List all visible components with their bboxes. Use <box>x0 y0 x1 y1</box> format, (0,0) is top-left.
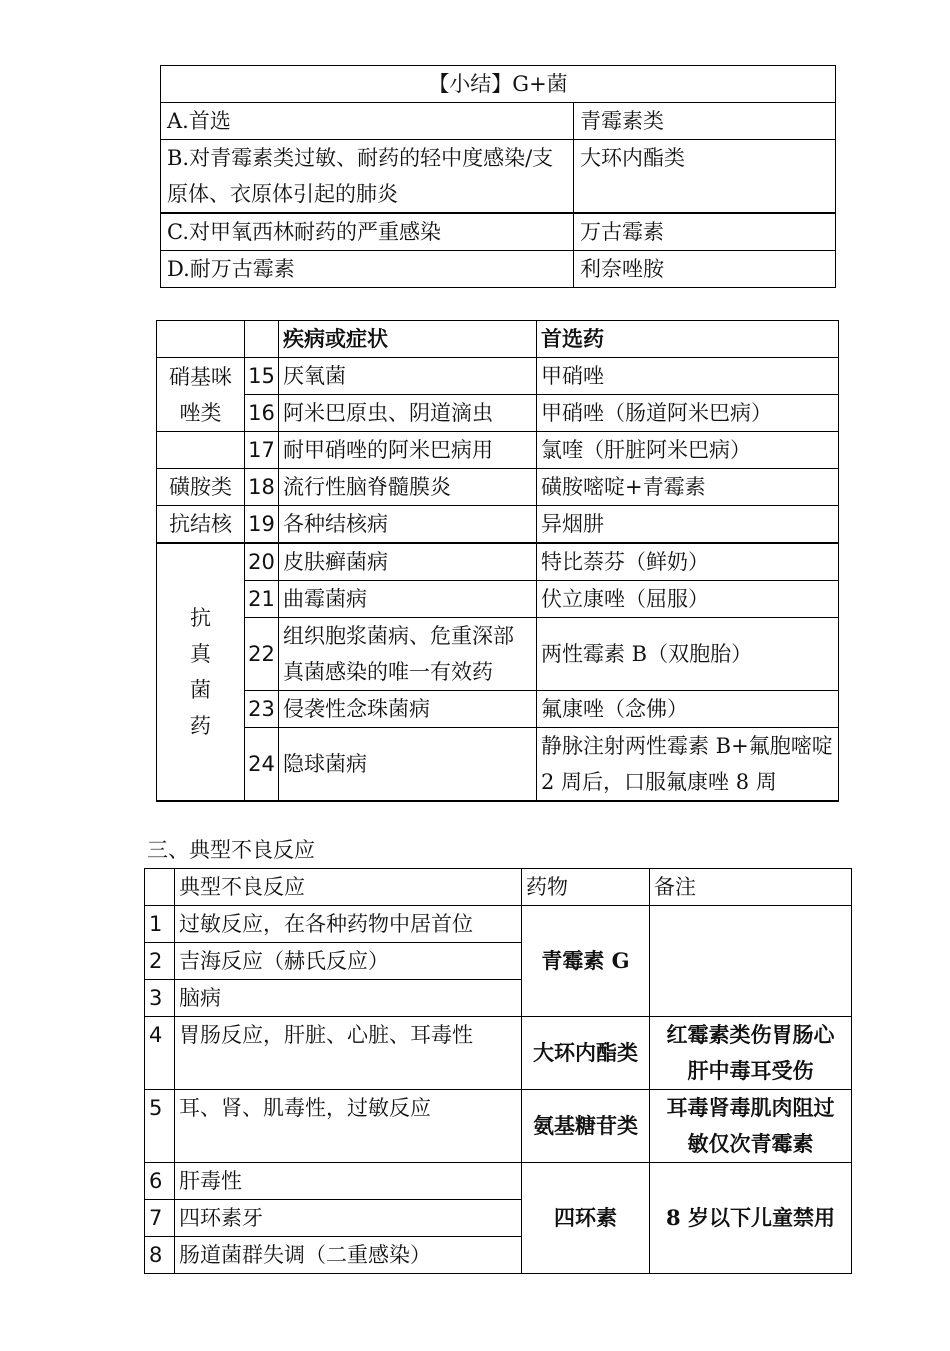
summary-title: 【小结】G+菌 <box>161 66 836 103</box>
group-sulfa: 磺胺类 <box>157 469 245 506</box>
row-drug: 氟康唑（念佛） <box>537 691 839 728</box>
drug-tetracycline: 四环素 <box>522 1163 650 1274</box>
row-disease: 隐球菌病 <box>279 728 537 802</box>
note-tetracycline: 8 岁以下儿童禁用 <box>650 1163 852 1274</box>
empty-cell <box>650 906 852 1017</box>
adverse-row <box>145 906 852 943</box>
summary-drug: 万古霉素 <box>574 213 836 251</box>
row-index: 5 <box>145 1090 175 1163</box>
row-disease: 曲霉菌病 <box>279 581 537 618</box>
summary-label: A.首选 <box>161 103 574 140</box>
drug-macrolide: 大环内酯类 <box>522 1017 650 1090</box>
row-number: 22 <box>245 618 279 691</box>
adverse-row <box>145 1163 852 1200</box>
row-index: 2 <box>145 943 175 980</box>
row-number: 21 <box>245 581 279 618</box>
row-index: 1 <box>145 906 175 943</box>
row-reaction: 耳、肾、肌毒性，过敏反应 <box>175 1090 522 1163</box>
drug-header-row <box>157 321 839 358</box>
note-macrolide-text: 红霉素类伤胃肠心肝中毒耳受伤 <box>666 1022 835 1083</box>
summary-table <box>160 65 836 288</box>
summary-row <box>161 140 836 214</box>
summary-label: C.对甲氧西林耐药的严重感染 <box>161 213 574 251</box>
row-drug: 甲硝唑 <box>537 358 839 395</box>
summary-row <box>161 103 836 140</box>
row-reaction: 肝毒性 <box>175 1163 522 1200</box>
drug-row <box>157 506 839 544</box>
row-disease: 阿米巴原虫、阴道滴虫 <box>279 395 537 432</box>
row-drug: 特比萘芬（鲜奶） <box>537 543 839 581</box>
row-reaction: 脑病 <box>175 980 522 1017</box>
adverse-header-row <box>145 869 852 906</box>
group-fungal-label: 抗真菌药 <box>190 606 211 738</box>
row-disease: 耐甲硝唑的阿米巴病用 <box>279 432 537 469</box>
row-disease: 组织胞浆菌病、危重深部真菌感染的唯一有效药 <box>279 618 537 691</box>
drug-row <box>157 581 839 618</box>
row-drug: 异烟肼 <box>537 506 839 544</box>
note-aminoglycoside <box>650 1090 852 1163</box>
row-drug: 伏立康唑（屈服） <box>537 581 839 618</box>
header-drug: 药物 <box>522 869 650 906</box>
drug-row <box>157 618 839 691</box>
adverse-row <box>145 1017 852 1090</box>
row-reaction: 过敏反应，在各种药物中居首位 <box>175 906 522 943</box>
header-note: 备注 <box>650 869 852 906</box>
row-number: 20 <box>245 543 279 581</box>
summary-row <box>161 213 836 251</box>
group-fungal <box>157 543 245 801</box>
header-reaction: 典型不良反应 <box>175 869 522 906</box>
adverse-row <box>145 1090 852 1163</box>
header-disease: 疾病或症状 <box>279 321 537 358</box>
row-reaction: 吉海反应（赫氏反应） <box>175 943 522 980</box>
drug-row <box>157 432 839 469</box>
note-aminoglycoside-text: 耳毒肾毒肌肉阻过敏仅次青霉素 <box>666 1095 835 1156</box>
row-number: 17 <box>245 432 279 469</box>
empty-cell <box>157 321 245 358</box>
summary-title-row <box>161 66 836 103</box>
row-index: 7 <box>145 1200 175 1237</box>
row-drug: 氯喹（肝脏阿米巴病） <box>537 432 839 469</box>
drug-row <box>157 543 839 581</box>
row-disease: 厌氧菌 <box>279 358 537 395</box>
row-reaction: 四环素牙 <box>175 1200 522 1237</box>
row-reaction: 胃肠反应，肝脏、心脏、耳毒性 <box>175 1017 522 1090</box>
row-index: 4 <box>145 1017 175 1090</box>
drug-row <box>157 469 839 506</box>
drug-row <box>157 395 839 432</box>
row-drug: 静脉注射两性霉素 B+氟胞嘧啶 2 周后，口服氟康唑 8 周 <box>537 728 839 802</box>
drug-table <box>156 320 839 802</box>
drug-row <box>157 728 839 802</box>
adverse-table <box>144 868 852 1274</box>
row-number: 15 <box>245 358 279 395</box>
summary-label: B.对青霉素类过敏、耐药的轻中度感染/支原体、衣原体引起的肺炎 <box>161 140 574 214</box>
row-disease: 流行性脑脊髓膜炎 <box>279 469 537 506</box>
row-number: 23 <box>245 691 279 728</box>
summary-label: D.耐万古霉素 <box>161 251 574 288</box>
drug-row <box>157 358 839 395</box>
header-drug: 首选药 <box>537 321 839 358</box>
row-drug: 两性霉素 B（双胞胎） <box>537 618 839 691</box>
row-number: 24 <box>245 728 279 802</box>
drug-penicillin: 青霉素 G <box>522 906 650 1017</box>
group-nitro: 硝基咪唑类 <box>157 358 245 432</box>
drug-aminoglycoside: 氨基糖苷类 <box>522 1090 650 1163</box>
row-number: 16 <box>245 395 279 432</box>
row-reaction: 肠道菌群失调（二重感染） <box>175 1237 522 1274</box>
row-disease: 各种结核病 <box>279 506 537 544</box>
row-drug: 磺胺嘧啶+青霉素 <box>537 469 839 506</box>
group-tb: 抗结核 <box>157 506 245 544</box>
row-index: 6 <box>145 1163 175 1200</box>
row-index: 8 <box>145 1237 175 1274</box>
empty-cell <box>157 432 245 469</box>
drug-row <box>157 691 839 728</box>
row-drug: 甲硝唑（肠道阿米巴病） <box>537 395 839 432</box>
row-index: 3 <box>145 980 175 1017</box>
note-macrolide <box>650 1017 852 1090</box>
summary-drug: 利奈唑胺 <box>574 251 836 288</box>
row-disease: 皮肤癣菌病 <box>279 543 537 581</box>
row-number: 19 <box>245 506 279 544</box>
empty-cell <box>245 321 279 358</box>
summary-drug: 青霉素类 <box>574 103 836 140</box>
row-disease: 侵袭性念珠菌病 <box>279 691 537 728</box>
summary-drug: 大环内酯类 <box>574 140 836 214</box>
section-title: 三、典型不良反应 <box>147 838 315 862</box>
summary-row <box>161 251 836 288</box>
empty-cell <box>145 869 175 906</box>
row-number: 18 <box>245 469 279 506</box>
